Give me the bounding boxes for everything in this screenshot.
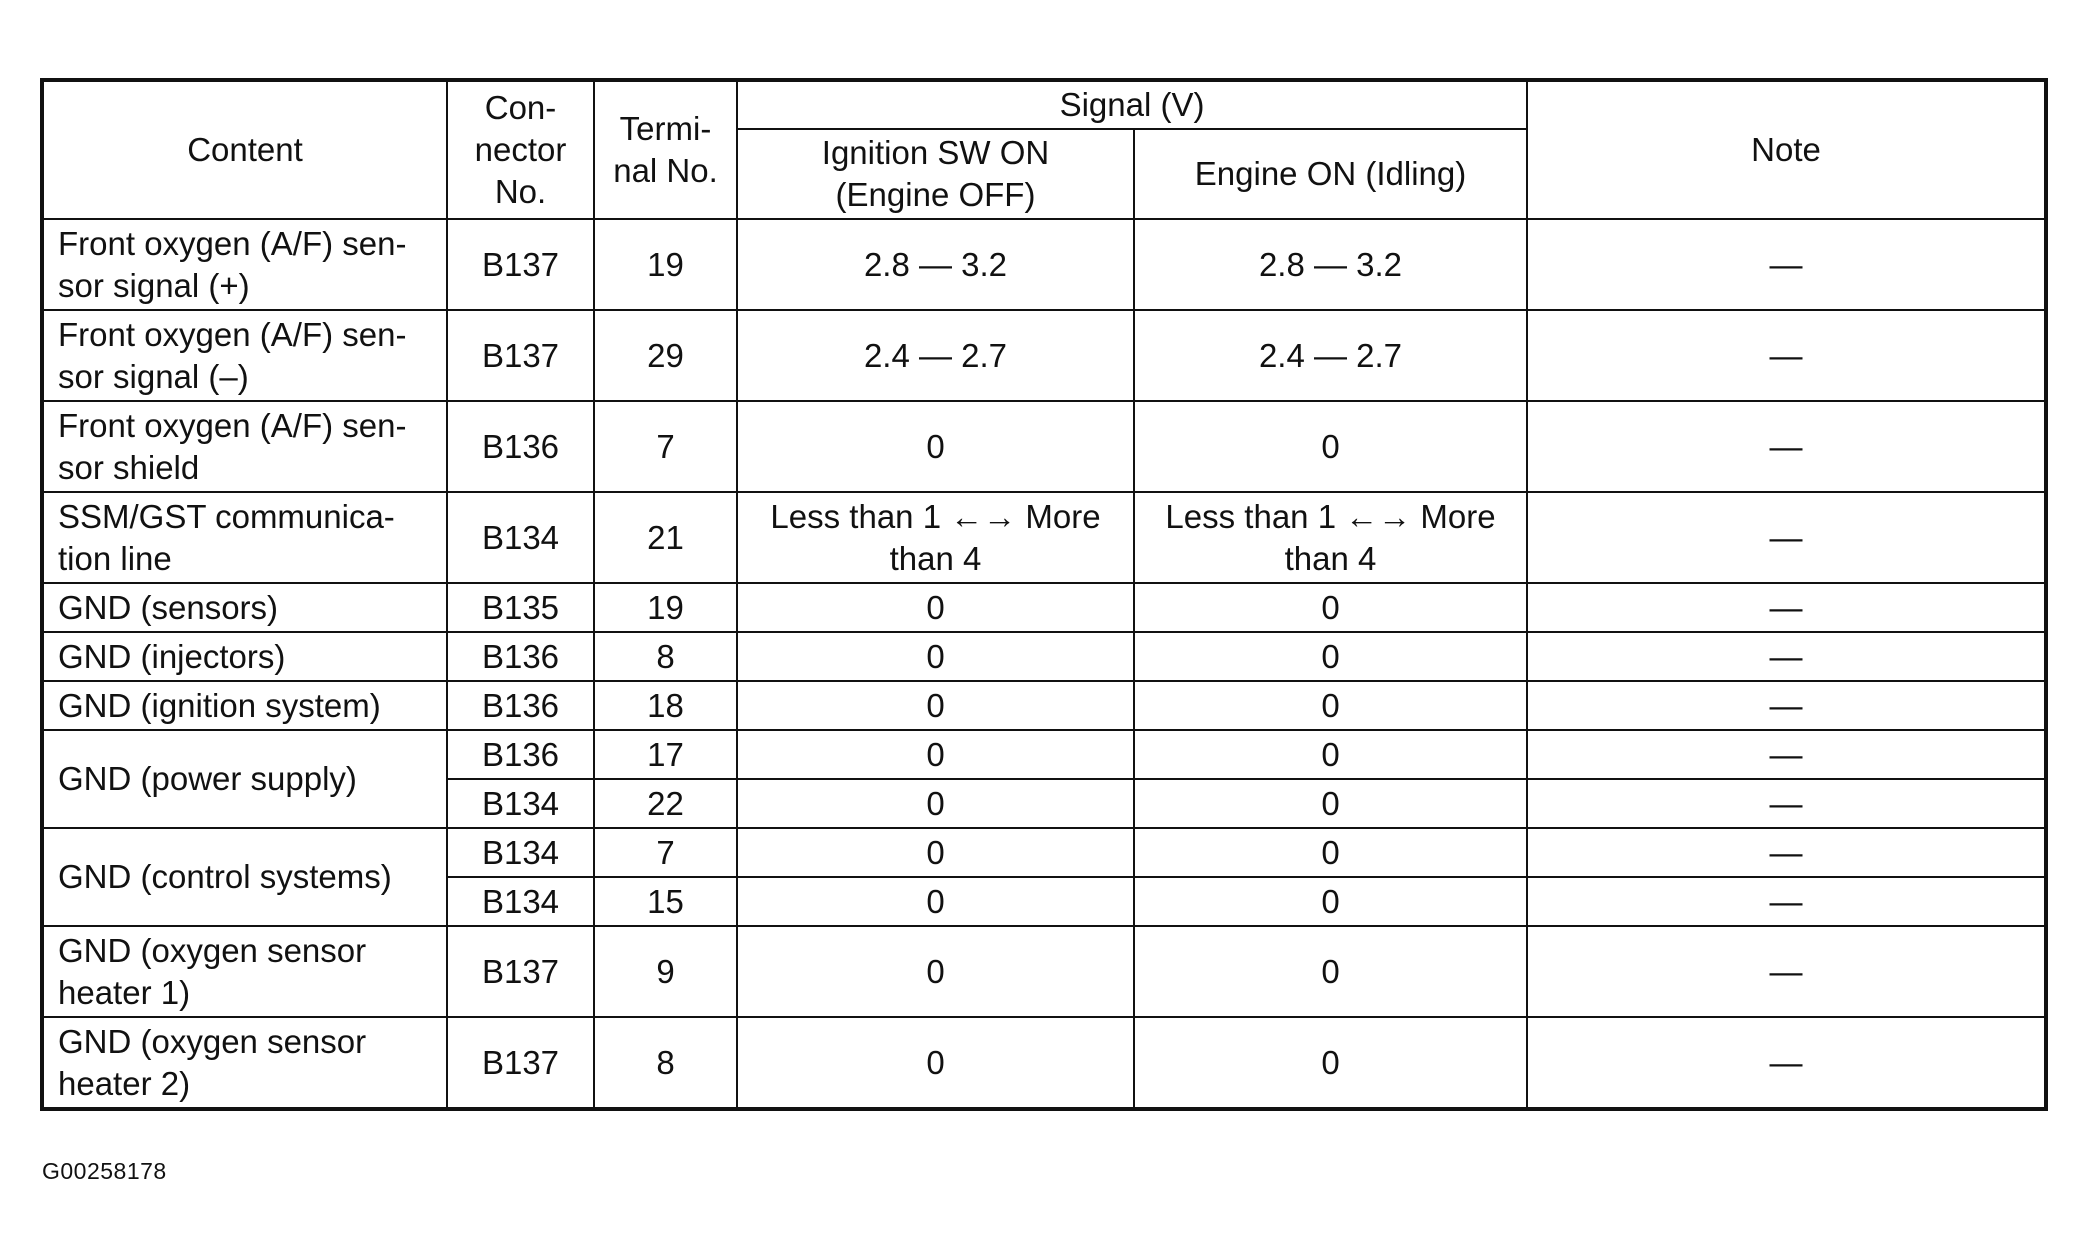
connector-cell: B136	[447, 632, 594, 681]
engine-signal-cell: 0	[1134, 926, 1527, 1017]
note-cell: —	[1527, 926, 2046, 1017]
terminal-cell: 22	[594, 779, 737, 828]
terminal-cell: 18	[594, 681, 737, 730]
connector-cell: B136	[447, 730, 594, 779]
table-row	[42, 730, 2046, 779]
ignition-signal-cell: 0	[737, 632, 1134, 681]
terminal-cell: 19	[594, 583, 737, 632]
header-terminal-no: Termi- nal No.	[594, 80, 737, 219]
note-cell: —	[1527, 310, 2046, 401]
engine-signal-cell: 2.4 — 2.7	[1134, 310, 1527, 401]
content-cell: SSM/GST communica- tion line	[42, 492, 447, 583]
terminal-cell: 29	[594, 310, 737, 401]
connector-cell: B137	[447, 1017, 594, 1109]
engine-signal-cell: 0	[1134, 632, 1527, 681]
engine-signal-cell: 0	[1134, 681, 1527, 730]
terminal-cell: 8	[594, 1017, 737, 1109]
engine-signal-cell: 0	[1134, 401, 1527, 492]
table-row	[42, 681, 2046, 730]
note-cell: —	[1527, 681, 2046, 730]
content-cell: GND (control systems)	[42, 828, 447, 926]
terminal-cell: 17	[594, 730, 737, 779]
note-cell: —	[1527, 219, 2046, 310]
table-row	[42, 401, 2046, 492]
ignition-signal-cell: 2.8 — 3.2	[737, 219, 1134, 310]
ignition-signal-cell: 0	[737, 681, 1134, 730]
header-connector-no: Con- nector No.	[447, 80, 594, 219]
engine-signal-cell: 0	[1134, 877, 1527, 926]
engine-signal-cell: 0	[1134, 1017, 1527, 1109]
header-row	[42, 80, 2046, 129]
figure-code: G00258178	[42, 1158, 167, 1184]
note-cell: —	[1527, 877, 2046, 926]
header-content: Content	[42, 80, 447, 219]
header-signal: Signal (V)	[737, 80, 1527, 129]
table-row	[42, 632, 2046, 681]
content-cell: GND (oxygen sensor heater 2)	[42, 1017, 447, 1109]
terminal-cell: 19	[594, 219, 737, 310]
connector-cell: B137	[447, 926, 594, 1017]
ignition-signal-cell: Less than 1 ←→ More than 4	[737, 492, 1134, 583]
note-cell: —	[1527, 779, 2046, 828]
connector-cell: B134	[447, 828, 594, 877]
connector-cell: B134	[447, 492, 594, 583]
table-row	[42, 219, 2046, 310]
connector-cell: B137	[447, 310, 594, 401]
content-cell: GND (sensors)	[42, 583, 447, 632]
content-cell: Front oxygen (A/F) sen- sor signal (+)	[42, 219, 447, 310]
engine-signal-cell: 2.8 — 3.2	[1134, 219, 1527, 310]
connector-cell: B134	[447, 877, 594, 926]
engine-signal-cell: Less than 1 ←→ More than 4	[1134, 492, 1527, 583]
note-cell: —	[1527, 828, 2046, 877]
terminal-cell: 15	[594, 877, 737, 926]
signal-table	[40, 78, 2048, 1111]
table-row	[42, 1017, 2046, 1109]
content-cell: GND (injectors)	[42, 632, 447, 681]
note-cell: —	[1527, 632, 2046, 681]
note-cell: —	[1527, 401, 2046, 492]
table-row	[42, 310, 2046, 401]
table-row	[42, 583, 2046, 632]
content-cell: GND (oxygen sensor heater 1)	[42, 926, 447, 1017]
content-cell: Front oxygen (A/F) sen- sor signal (–)	[42, 310, 447, 401]
table-row	[42, 492, 2046, 583]
content-cell: GND (power supply)	[42, 730, 447, 828]
engine-signal-cell: 0	[1134, 583, 1527, 632]
ignition-signal-cell: 2.4 — 2.7	[737, 310, 1134, 401]
note-cell: —	[1527, 583, 2046, 632]
connector-cell: B136	[447, 681, 594, 730]
terminal-cell: 8	[594, 632, 737, 681]
content-cell: Front oxygen (A/F) sen- sor shield	[42, 401, 447, 492]
content-cell: GND (ignition system)	[42, 681, 447, 730]
terminal-cell: 7	[594, 828, 737, 877]
ignition-signal-cell: 0	[737, 730, 1134, 779]
terminal-cell: 7	[594, 401, 737, 492]
connector-cell: B134	[447, 779, 594, 828]
ignition-signal-cell: 0	[737, 583, 1134, 632]
table-row	[42, 926, 2046, 1017]
ignition-signal-cell: 0	[737, 877, 1134, 926]
engine-signal-cell: 0	[1134, 730, 1527, 779]
ignition-signal-cell: 0	[737, 779, 1134, 828]
connector-cell: B137	[447, 219, 594, 310]
header-note: Note	[1527, 80, 2046, 219]
ignition-signal-cell: 0	[737, 1017, 1134, 1109]
note-cell: —	[1527, 1017, 2046, 1109]
header-engine-on: Engine ON (Idling)	[1134, 129, 1527, 219]
engine-signal-cell: 0	[1134, 779, 1527, 828]
ignition-signal-cell: 0	[737, 926, 1134, 1017]
note-cell: —	[1527, 730, 2046, 779]
table-row	[42, 828, 2046, 877]
terminal-cell: 9	[594, 926, 737, 1017]
engine-signal-cell: 0	[1134, 828, 1527, 877]
header-ignition-sw-on: Ignition SW ON (Engine OFF)	[737, 129, 1134, 219]
terminal-cell: 21	[594, 492, 737, 583]
connector-cell: B136	[447, 401, 594, 492]
ignition-signal-cell: 0	[737, 401, 1134, 492]
note-cell: —	[1527, 492, 2046, 583]
ignition-signal-cell: 0	[737, 828, 1134, 877]
connector-cell: B135	[447, 583, 594, 632]
